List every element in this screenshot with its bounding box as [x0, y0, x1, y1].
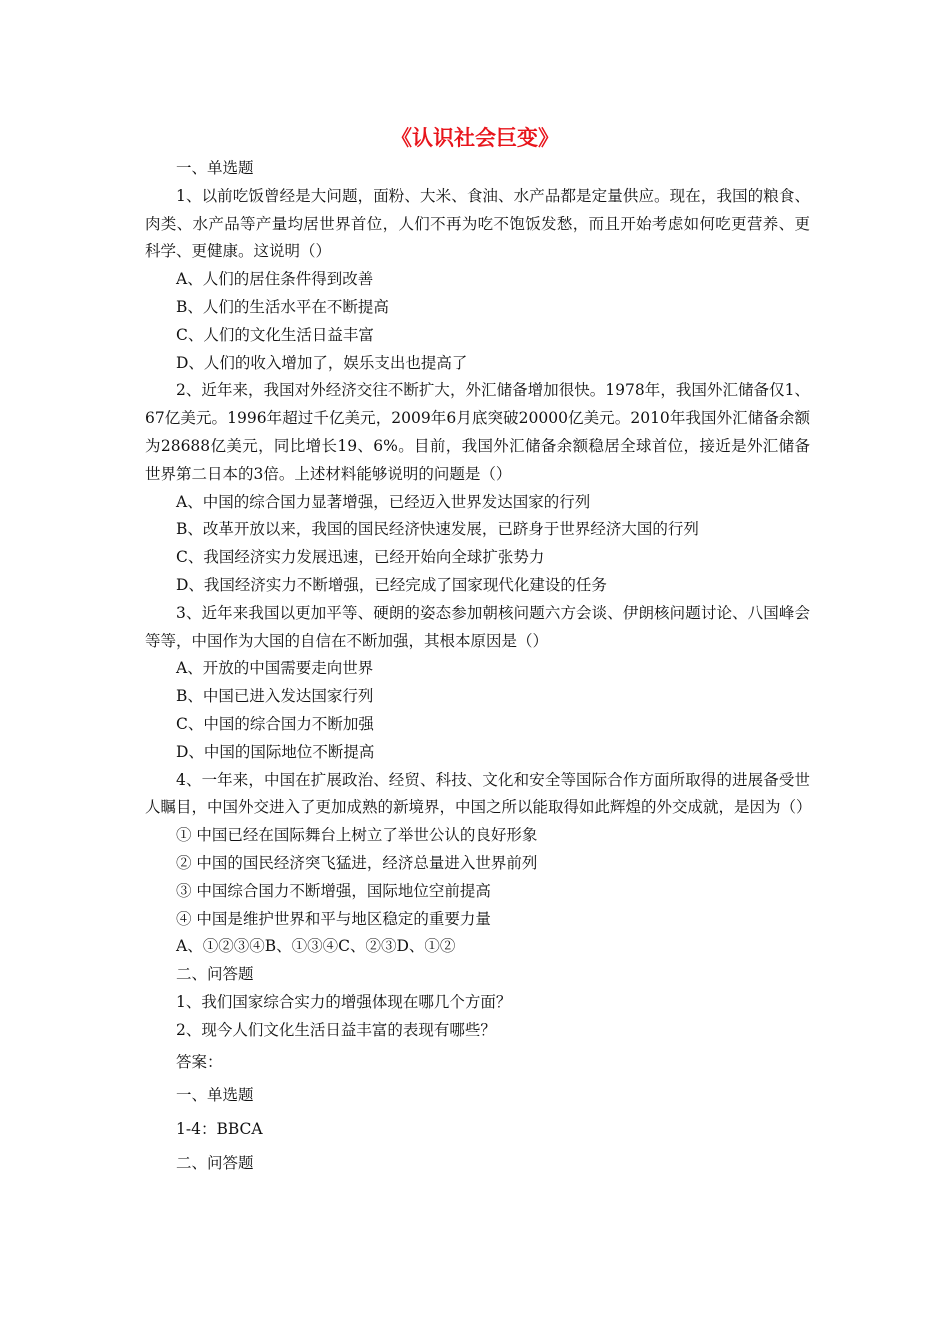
- question-stem: 4、一年来，中国在扩展政治、经贸、科技、文化和安全等国际合作方面所取得的进展备受世人瞩目，中国外交进入了更加成熟的新境界，中国之所以能取得如此辉煌的外交成就，是因为（）: [145, 770, 812, 817]
- option-item: A、开放的中国需要走向世界: [176, 659, 374, 678]
- qa-question: 1、我们国家综合实力的增强体现在哪几个方面？: [176, 992, 512, 1011]
- question-block: [145, 767, 810, 962]
- option-item: D、中国的国际地位不断提高: [176, 742, 375, 761]
- option-item: ③ 中国综合国力不断增强，国际地位空前提高: [176, 881, 491, 900]
- option-item: A、中国的综合国力显著增强，已经迈入世界发达国家的行列: [176, 492, 591, 511]
- option-item: A、①②③④B、①③④C、②③D、①②: [176, 937, 456, 956]
- option-item: ④ 中国是维护世界和平与地区稳定的重要力量: [176, 909, 491, 928]
- qa-question: 2、现今人们文化生活日益丰富的表现有哪些？: [176, 1020, 496, 1039]
- option-item: C、我国经济实力发展迅速，已经开始向全球扩张势力: [176, 548, 545, 567]
- option-item: C、人们的文化生活日益丰富: [176, 325, 374, 344]
- answers-label: 答案：: [176, 1052, 223, 1071]
- option-item: D、我国经济实力不断增强，已经完成了国家现代化建设的任务: [176, 575, 607, 594]
- option-item: B、人们的生活水平在不断提高: [176, 297, 389, 316]
- document-title: 《认识社会巨变》: [391, 126, 559, 150]
- option-item: ② 中国的国民经济突飞猛进，经济总量进入世界前列: [176, 853, 538, 872]
- option-item: B、中国已进入发达国家行列: [176, 687, 374, 706]
- answers-section-heading-single-choice: 一、单选题: [176, 1086, 254, 1105]
- option-item: A、人们的居住条件得到改善: [176, 270, 374, 289]
- answers-mc-key: 1-4：BBCA: [176, 1120, 263, 1139]
- question-block: [145, 377, 810, 599]
- question-stem: 2、近年来，我国对外经济交往不断扩大，外汇储备增加很快。1978年，我国外汇储备仅1、67亿美元。1996年超过千亿美元，2009年6月底突破20000亿美元。2010年我国外汇储备余额为28688亿美元，同比增长19、6%。目前，我国外汇储备余额稳居全球首位，接近是外汇储备世界第二日本的3倍。上述材料能够说明的问题是（）: [145, 381, 810, 483]
- question-block: [145, 183, 810, 378]
- option-item: ① 中国已经在国际舞台上树立了举世公认的良好形象: [176, 826, 538, 845]
- question-block: [145, 600, 810, 767]
- question-stem: 1、以前吃饭曾经是大问题，面粉、大米、食油、水产品都是定量供应。现在，我国的粮食、肉类、水产品等产量均居世界首位，人们不再为吃不饱饭发愁，而且开始考虑如何吃更营养、更科学、更健康。这说明（）: [145, 186, 810, 261]
- option-item: B、改革开放以来，我国的国民经济快速发展，已跻身于世界经济大国的行列: [176, 520, 699, 539]
- section-heading-qa: 二、问答题: [176, 965, 254, 984]
- answers-section-heading-qa: 二、问答题: [176, 1153, 254, 1172]
- option-item: D、人们的收入增加了，娱乐支出也提高了: [176, 353, 468, 372]
- document-body: [145, 155, 810, 1178]
- section-heading-single-choice: 一、单选题: [176, 159, 254, 177]
- option-item: C、中国的综合国力不断加强: [176, 714, 374, 733]
- question-stem: 3、近年来我国以更加平等、硬朗的姿态参加朝核问题六方会谈、伊朗核问题讨论、八国峰会等等，中国作为大国的自信在不断加强，其根本原因是（）: [145, 603, 810, 650]
